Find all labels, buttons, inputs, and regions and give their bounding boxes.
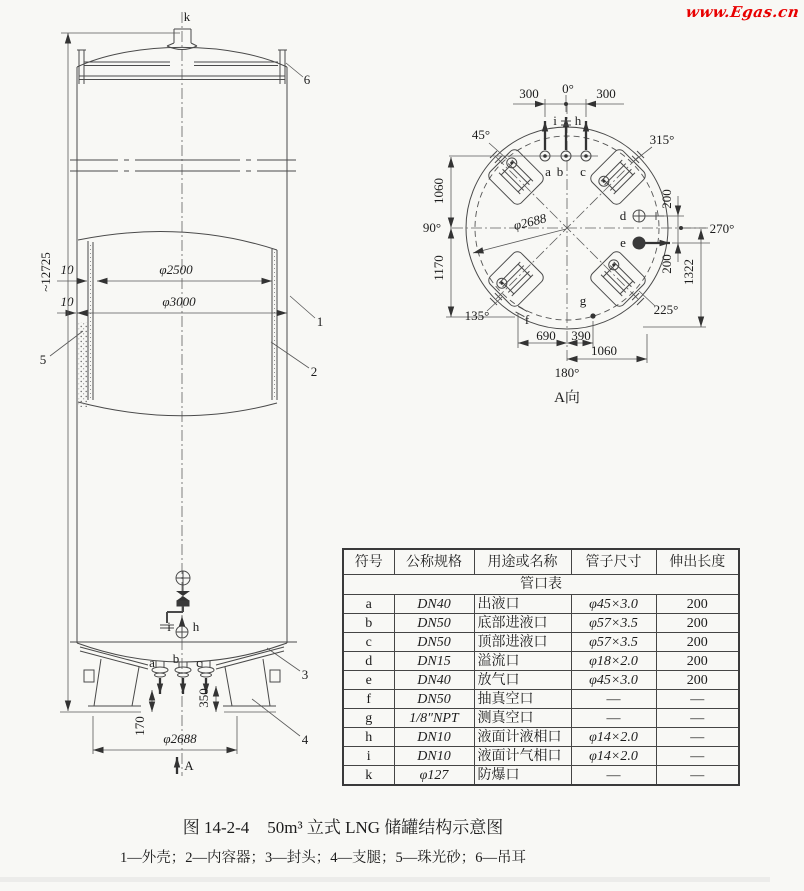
callout-4-leg: 4 <box>301 732 309 747</box>
cell-sym: g <box>343 709 394 728</box>
cell-size: — <box>571 690 656 709</box>
cell-name: 抽真空口 <box>474 690 571 709</box>
plan-nozzle-g <box>590 313 595 318</box>
cell-sym: h <box>343 728 394 747</box>
angle-90: 90° <box>422 220 442 235</box>
table-row <box>343 614 739 633</box>
label-nozzle-k: k <box>183 9 191 24</box>
cell-size: φ45×3.0 <box>571 671 656 690</box>
figure-number: 图 14-2-4 <box>182 818 250 837</box>
cell-name: 液面计气相口 <box>474 747 571 766</box>
plan-label-c: c <box>580 164 586 179</box>
cell-len: — <box>656 690 739 709</box>
dim-300-left: 300 <box>519 86 539 101</box>
col-symbol: 符号 <box>343 549 394 575</box>
figure-legend: 1—外壳；2—内容器；3—封头；4—支腿；5—珠光砂；6—吊耳 <box>120 850 526 866</box>
plan-view-title: A向 <box>554 390 580 406</box>
plan-diameter-label: φ2688 <box>511 210 548 233</box>
col-length: 伸出长度 <box>656 549 739 575</box>
figure-caption <box>0 813 686 838</box>
cell-spec: DN50 <box>394 690 474 709</box>
dim-170: 170 <box>132 716 147 736</box>
cell-len: — <box>656 728 739 747</box>
dim-200-bottom: 200 <box>659 254 674 274</box>
table-row <box>343 633 739 652</box>
plan-label-e: e <box>620 235 626 250</box>
plan-view-a <box>423 81 734 406</box>
scan-artifact <box>0 877 770 882</box>
dim-inner-diameter: φ2500 <box>159 262 193 277</box>
plan-label-f: f <box>524 312 530 327</box>
cell-len: 200 <box>656 633 739 652</box>
cell-sym: f <box>343 690 394 709</box>
label-nozzle-h-elev: h <box>192 619 200 634</box>
cell-size: φ18×2.0 <box>571 652 656 671</box>
cell-name: 放气口 <box>474 671 571 690</box>
angle-225: 225° <box>653 302 679 317</box>
cell-len: — <box>656 709 739 728</box>
figure-title: 50m³ 立式 LNG 储罐结构示意图 <box>267 818 504 837</box>
plan-diameter-leader <box>473 229 566 253</box>
callout-1-shell: 1 <box>316 314 324 329</box>
dim-350: 350 <box>196 688 211 708</box>
cell-len: 200 <box>656 671 739 690</box>
cell-size: φ57×3.5 <box>571 614 656 633</box>
cell-len: 200 <box>656 595 739 614</box>
cell-name: 防爆口 <box>474 766 571 786</box>
cell-sym: e <box>343 671 394 690</box>
cell-spec: DN40 <box>394 671 474 690</box>
cell-len: 200 <box>656 614 739 633</box>
plan-label-i: i <box>553 113 557 128</box>
dim-1322: 1322 <box>681 259 696 285</box>
cell-sym: a <box>343 595 394 614</box>
angle-180: 180° <box>554 365 580 380</box>
angle-270: 270° <box>709 221 735 236</box>
cell-sym: k <box>343 766 394 786</box>
cell-size: φ14×2.0 <box>571 728 656 747</box>
table-row <box>343 652 739 671</box>
dim-wall-top: 10 <box>60 262 74 277</box>
cell-spec: DN50 <box>394 633 474 652</box>
cell-size: φ14×2.0 <box>571 747 656 766</box>
plan-label-a: a <box>545 164 551 179</box>
angle-45: 45° <box>471 127 491 142</box>
nozzle-table <box>342 548 740 786</box>
tank-elevation-view <box>38 9 323 776</box>
callout-6-lug: 6 <box>303 72 311 87</box>
table-row <box>343 595 739 614</box>
callout-2-inner-vessel: 2 <box>310 364 318 379</box>
perlite-insulation <box>79 322 89 407</box>
cell-name: 出液口 <box>474 595 571 614</box>
cell-sym: c <box>343 633 394 652</box>
cell-spec: DN10 <box>394 728 474 747</box>
angle-0: 0° <box>562 81 574 96</box>
dim-1170: 1170 <box>431 255 446 281</box>
table-header-row <box>343 549 739 575</box>
angle-315: 315° <box>649 132 675 147</box>
inner-vessel <box>78 232 277 416</box>
cell-len: — <box>656 766 739 786</box>
cell-spec: 1/8″NPT <box>394 709 474 728</box>
table-row <box>343 709 739 728</box>
break-lines <box>70 160 296 171</box>
callout-5-perlite: 5 <box>39 352 47 367</box>
cell-sym: d <box>343 652 394 671</box>
cell-spec: DN50 <box>394 614 474 633</box>
dim-690: 690 <box>536 328 556 343</box>
cell-len: — <box>656 747 739 766</box>
view-a-label: A <box>184 758 194 773</box>
cell-spec: φ127 <box>394 766 474 786</box>
gauge-valve-assembly <box>160 571 190 638</box>
table-row <box>343 766 739 786</box>
angle-135: 135° <box>464 308 490 323</box>
dim-1060-left: 1060 <box>431 178 446 204</box>
table-row <box>343 690 739 709</box>
cell-name: 液面计液相口 <box>474 728 571 747</box>
plan-label-b: b <box>556 164 564 179</box>
dim-base-diameter: φ2688 <box>163 731 197 746</box>
cell-name: 溢流口 <box>474 652 571 671</box>
cell-spec: DN15 <box>394 652 474 671</box>
label-nozzle-c-elev: c <box>196 655 202 670</box>
watermark: www.Egas.cn <box>684 3 801 21</box>
table-title-row <box>343 575 739 595</box>
cell-size: φ45×3.0 <box>571 595 656 614</box>
plan-label-h: h <box>574 113 582 128</box>
cell-name: 顶部进液口 <box>474 633 571 652</box>
dim-wall-bottom: 10 <box>60 294 74 309</box>
cell-name: 底部进液口 <box>474 614 571 633</box>
col-name: 用途或名称 <box>474 549 571 575</box>
plan-nozzle-e <box>633 237 670 249</box>
cell-size: — <box>571 709 656 728</box>
dim-390: 390 <box>571 328 591 343</box>
cell-spec: DN10 <box>394 747 474 766</box>
label-nozzle-b-elev: b <box>172 651 180 666</box>
col-spec: 公称规格 <box>394 549 474 575</box>
dim-200-top: 200 <box>659 189 674 209</box>
callout-3-head: 3 <box>301 667 309 682</box>
dim-overall-height: ~12725 <box>38 252 53 292</box>
label-nozzle-a-elev: a <box>149 655 155 670</box>
cell-len: 200 <box>656 652 739 671</box>
cell-sym: i <box>343 747 394 766</box>
table-row <box>343 747 739 766</box>
cell-spec: DN40 <box>394 595 474 614</box>
plan-label-d: d <box>619 208 627 223</box>
plan-label-g: g <box>579 293 587 308</box>
col-size: 管子尺寸 <box>571 549 656 575</box>
cell-size: — <box>571 766 656 786</box>
table-title: 管口表 <box>343 575 739 595</box>
table-row <box>343 728 739 747</box>
dim-outer-diameter: φ3000 <box>162 294 196 309</box>
dim-1060-bottom: 1060 <box>591 343 617 358</box>
cell-name: 测真空口 <box>474 709 571 728</box>
cell-size: φ57×3.5 <box>571 633 656 652</box>
dim-300-right: 300 <box>596 86 616 101</box>
cell-sym: b <box>343 614 394 633</box>
label-nozzle-i-elev: i <box>167 619 171 634</box>
table-row <box>343 671 739 690</box>
